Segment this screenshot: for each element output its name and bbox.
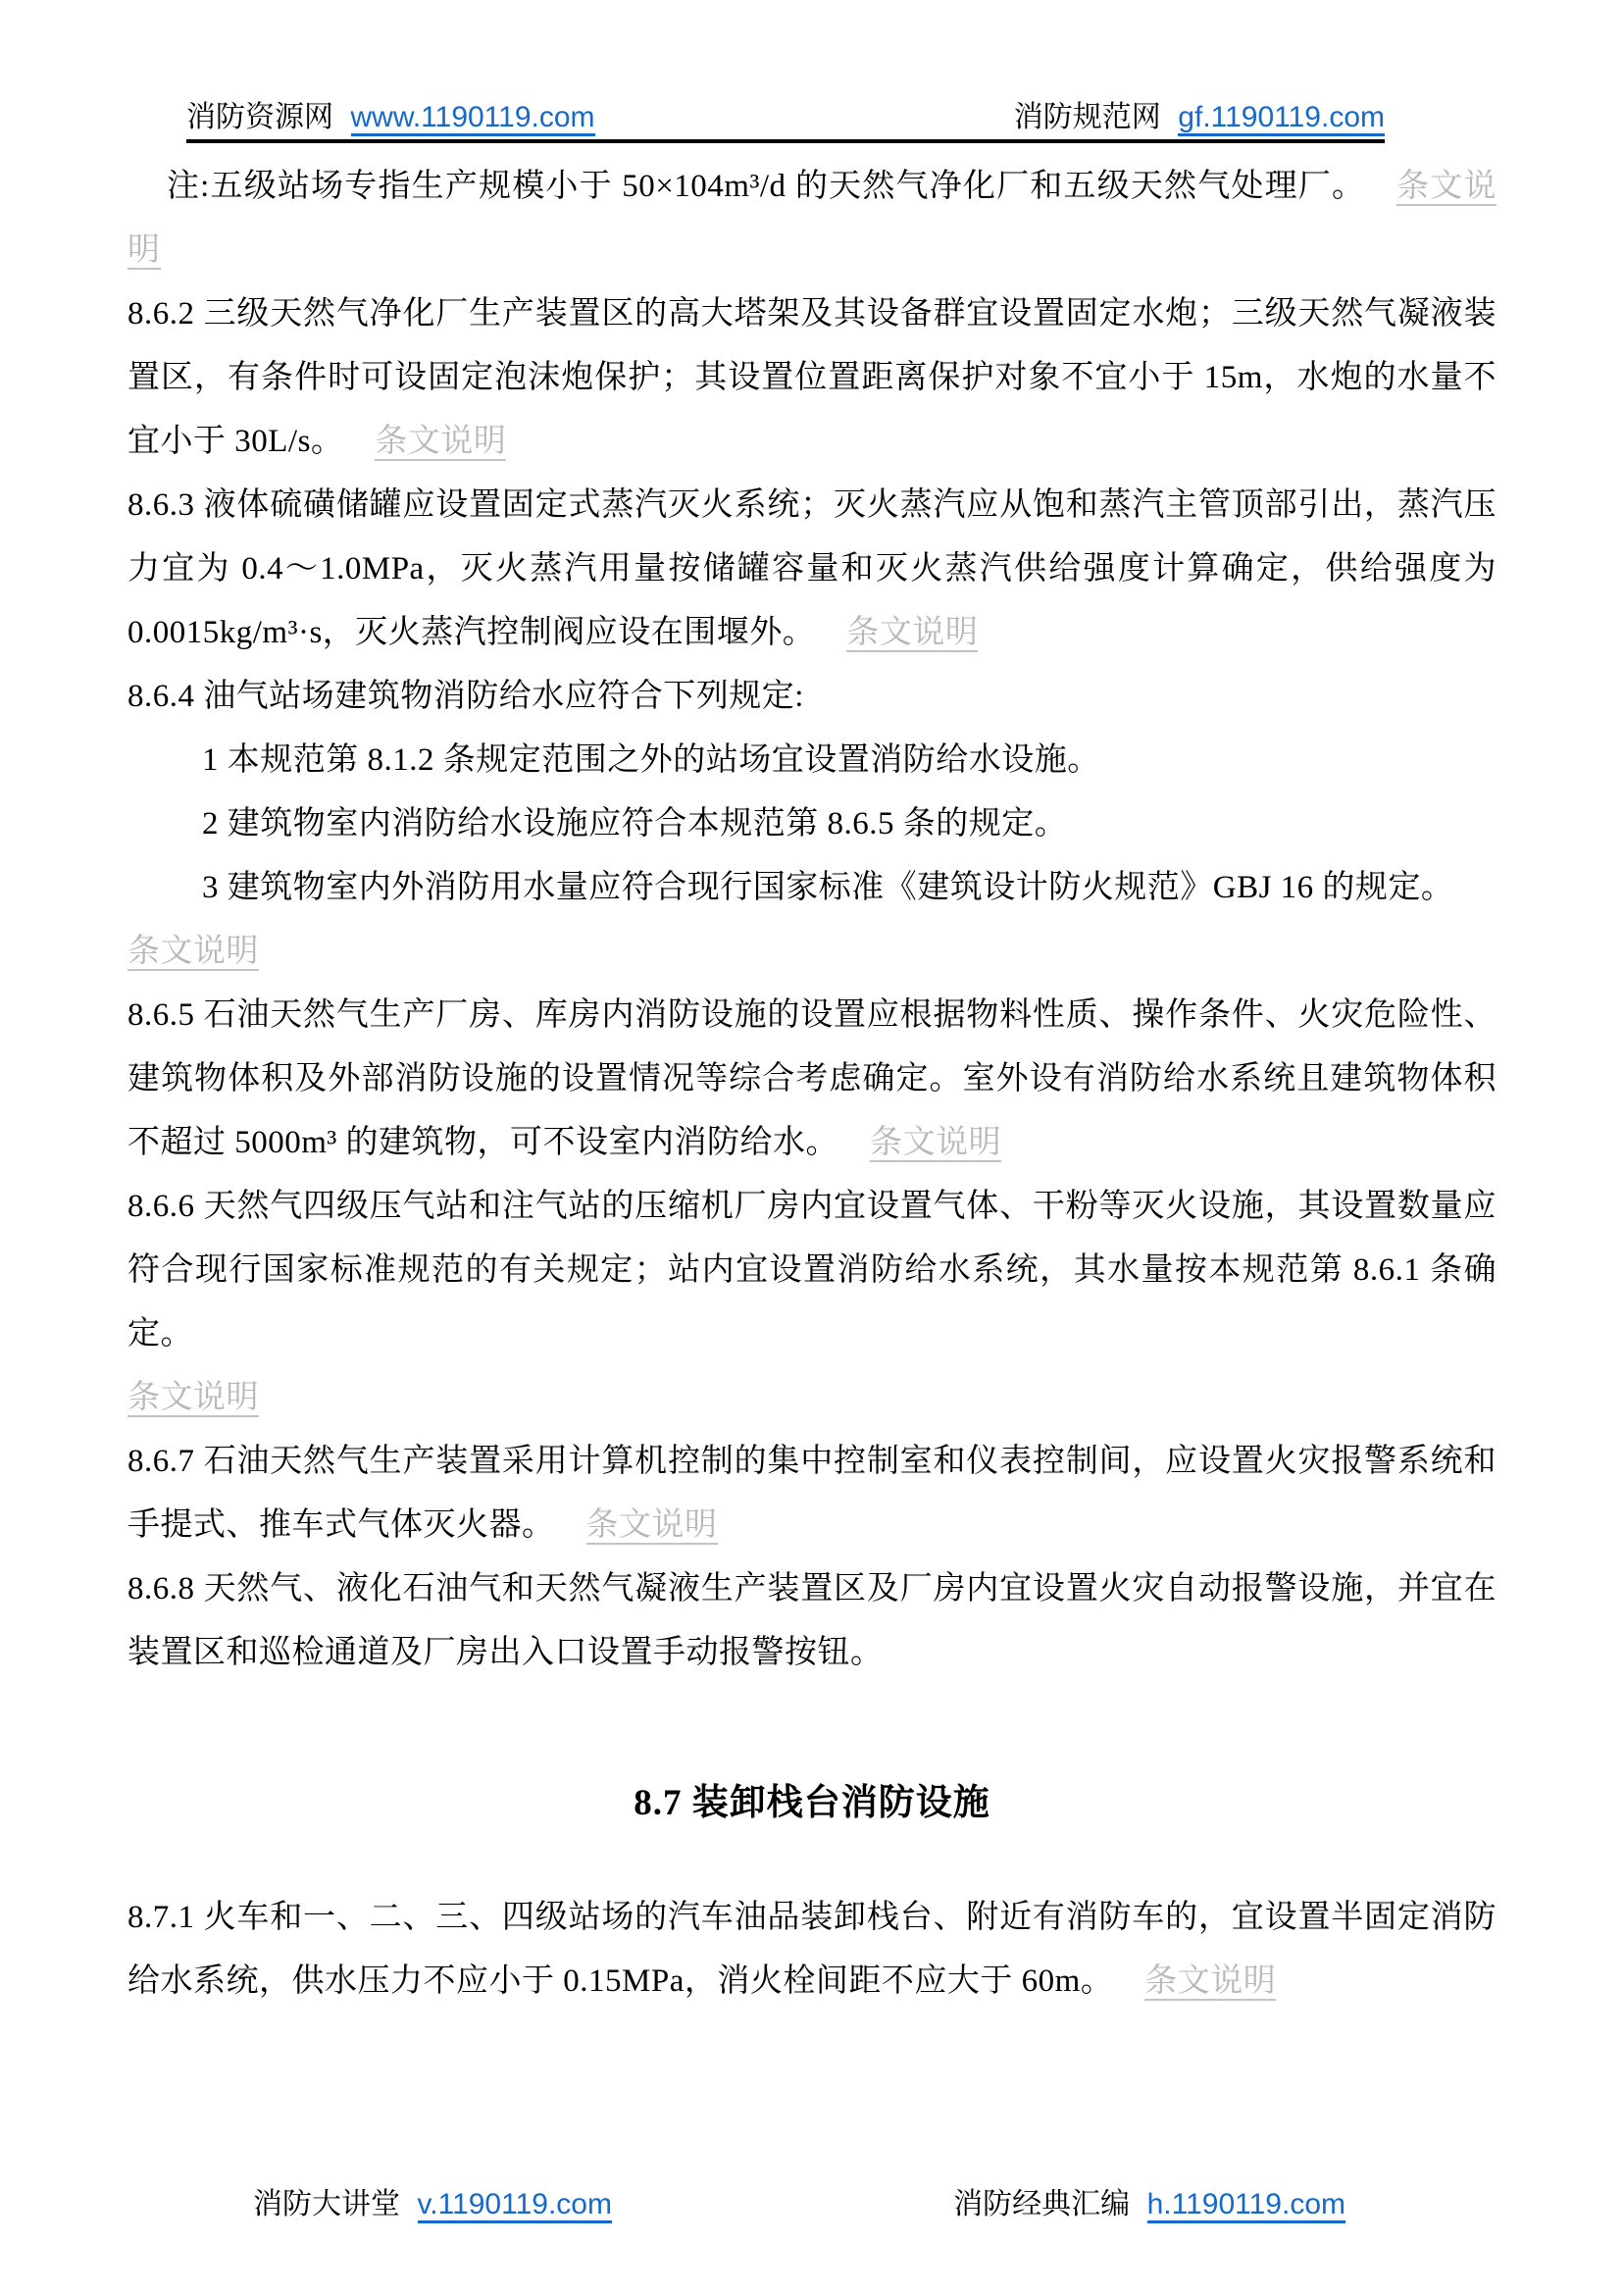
clause-8-6-5-text: 8.6.5 石油天然气生产厂房、库房内消防设施的设置应根据物料性质、操作条件、火灾危险性、建筑物体积及外部消防设施的设置情况等综合考虑确定。室外设有消防给水系统且建筑物体积不超过 5000m³ 的建筑物，可不设室内消防给水。 [127, 997, 1497, 1160]
clause-8-6-4-intro: 8.6.4 油气站场建筑物消防给水应符合下列规定: [127, 679, 804, 714]
clause-8-6-3-text: 8.6.3 液体硫磺储罐应设置固定式蒸汽灭火系统；灭火蒸汽应从饱和蒸汽主管顶部引出，蒸汽压力宜为 0.4～1.0MPa，灭火蒸汽用量按储罐容量和灭火蒸汽供给强度计算确定，供给强度为 0.0015kg/m³·s，灭火蒸汽控制阀应设在围堰外。 [127, 487, 1497, 650]
clause-8-7-1-text: 8.7.1 火车和一、二、三、四级站场的汽车油品装卸栈台、附近有消防车的，宜设置半固定消防给水系统，供水压力不应小于 0.15MPa，消火栓间距不应大于 60m。 [127, 1900, 1497, 1999]
clause-explanation-link-8-7-1[interactable]: 条文说明 [1144, 1963, 1277, 1999]
header-left-link[interactable]: www.1190119.com [351, 101, 595, 136]
section-heading-8-7: 8.7 装卸栈台消防设施 [634, 1783, 990, 1823]
clause-explanation-row-8-6-6 [127, 1366, 1497, 1430]
clause-8-6-2 [127, 282, 1497, 474]
header-right-label: 消防规范网 [1013, 101, 1161, 133]
note-text: 注:五级站场专指生产规模小于 50×104m³/d 的天然气净化厂和五级天然气处理厂。 [167, 169, 1366, 204]
footer-right-link[interactable]: h.1190119.com [1147, 2188, 1345, 2223]
clause-8-6-7 [127, 1430, 1497, 1557]
footer-right-label: 消防经典汇编 [953, 2188, 1131, 2220]
header-right-link[interactable]: gf.1190119.com [1178, 101, 1385, 136]
clause-8-6-4-item-1: 1 本规范第 8.1.2 条规定范围之外的站场宜设置消防给水设施。 [202, 742, 1100, 778]
footer-right [953, 2184, 1345, 2225]
page-header [0, 0, 1624, 143]
clause-8-6-8: 8.6.8 天然气、液化石油气和天然气凝液生产装置区及厂房内宜设置火灾自动报警设施，并宜在装置区和巡检通道及厂房出入口设置手动报警按钮。 [127, 1571, 1497, 1670]
document-body [0, 143, 1624, 2014]
clause-explanation-link-note[interactable]: 条文说明 [127, 169, 1497, 268]
clause-8-6-6: 8.6.6 天然气四级压气站和注气站的压缩机厂房内宜设置气体、干粉等灭火设施，其设置数量应符合现行国家标准规范的有关规定；站内宜设置消防给水系统，其水量按本规范第 8.6.1 条确定。 [127, 1189, 1497, 1351]
clause-explanation-row-8-6-4 [127, 920, 1497, 984]
clause-explanation-link-8-6-2[interactable]: 条文说明 [375, 424, 507, 459]
clause-explanation-link-8-6-5[interactable]: 条文说明 [870, 1125, 1002, 1160]
clause-explanation-link-8-6-7[interactable]: 条文说明 [585, 1507, 718, 1543]
clause-8-7-1 [127, 1886, 1497, 2014]
footer-left [253, 2184, 612, 2225]
clause-8-6-5 [127, 984, 1497, 1175]
clause-explanation-link-8-6-6[interactable]: 条文说明 [127, 1380, 259, 1415]
clause-8-6-3 [127, 474, 1497, 665]
footer-left-link[interactable]: v.1190119.com [418, 2188, 612, 2223]
clause-8-6-4-item-2: 2 建筑物室内消防给水设施应符合本规范第 8.6.5 条的规定。 [202, 806, 1068, 841]
header-left-label: 消防资源网 [186, 101, 333, 133]
clause-explanation-link-8-6-3[interactable]: 条文说明 [846, 615, 979, 650]
footer-left-label: 消防大讲堂 [253, 2188, 400, 2220]
clause-8-6-7-text: 8.6.7 石油天然气生产装置采用计算机控制的集中控制室和仪表控制间，应设置火灾报警系统和手提式、推车式气体灭火器。 [127, 1444, 1497, 1543]
clause-8-6-2-text: 8.6.2 三级天然气净化厂生产装置区的高大塔架及其设备群宜设置固定水炮；三级天然气凝液装置区，有条件时可设固定泡沫炮保护；其设置位置距离保护对象不宜小于 15m，水炮的水量不宜小于 30L/s。 [127, 296, 1497, 459]
header-right [1014, 98, 1385, 137]
note-paragraph [127, 155, 1497, 282]
header-left [186, 98, 595, 137]
clause-8-6-4-item-3: 3 建筑物室内外消防用水量应符合现行国家标准《建筑设计防火规范》GBJ 16 的规定。 [202, 870, 1454, 905]
page-footer [0, 2184, 1624, 2225]
clause-explanation-link-8-6-4[interactable]: 条文说明 [127, 934, 259, 969]
